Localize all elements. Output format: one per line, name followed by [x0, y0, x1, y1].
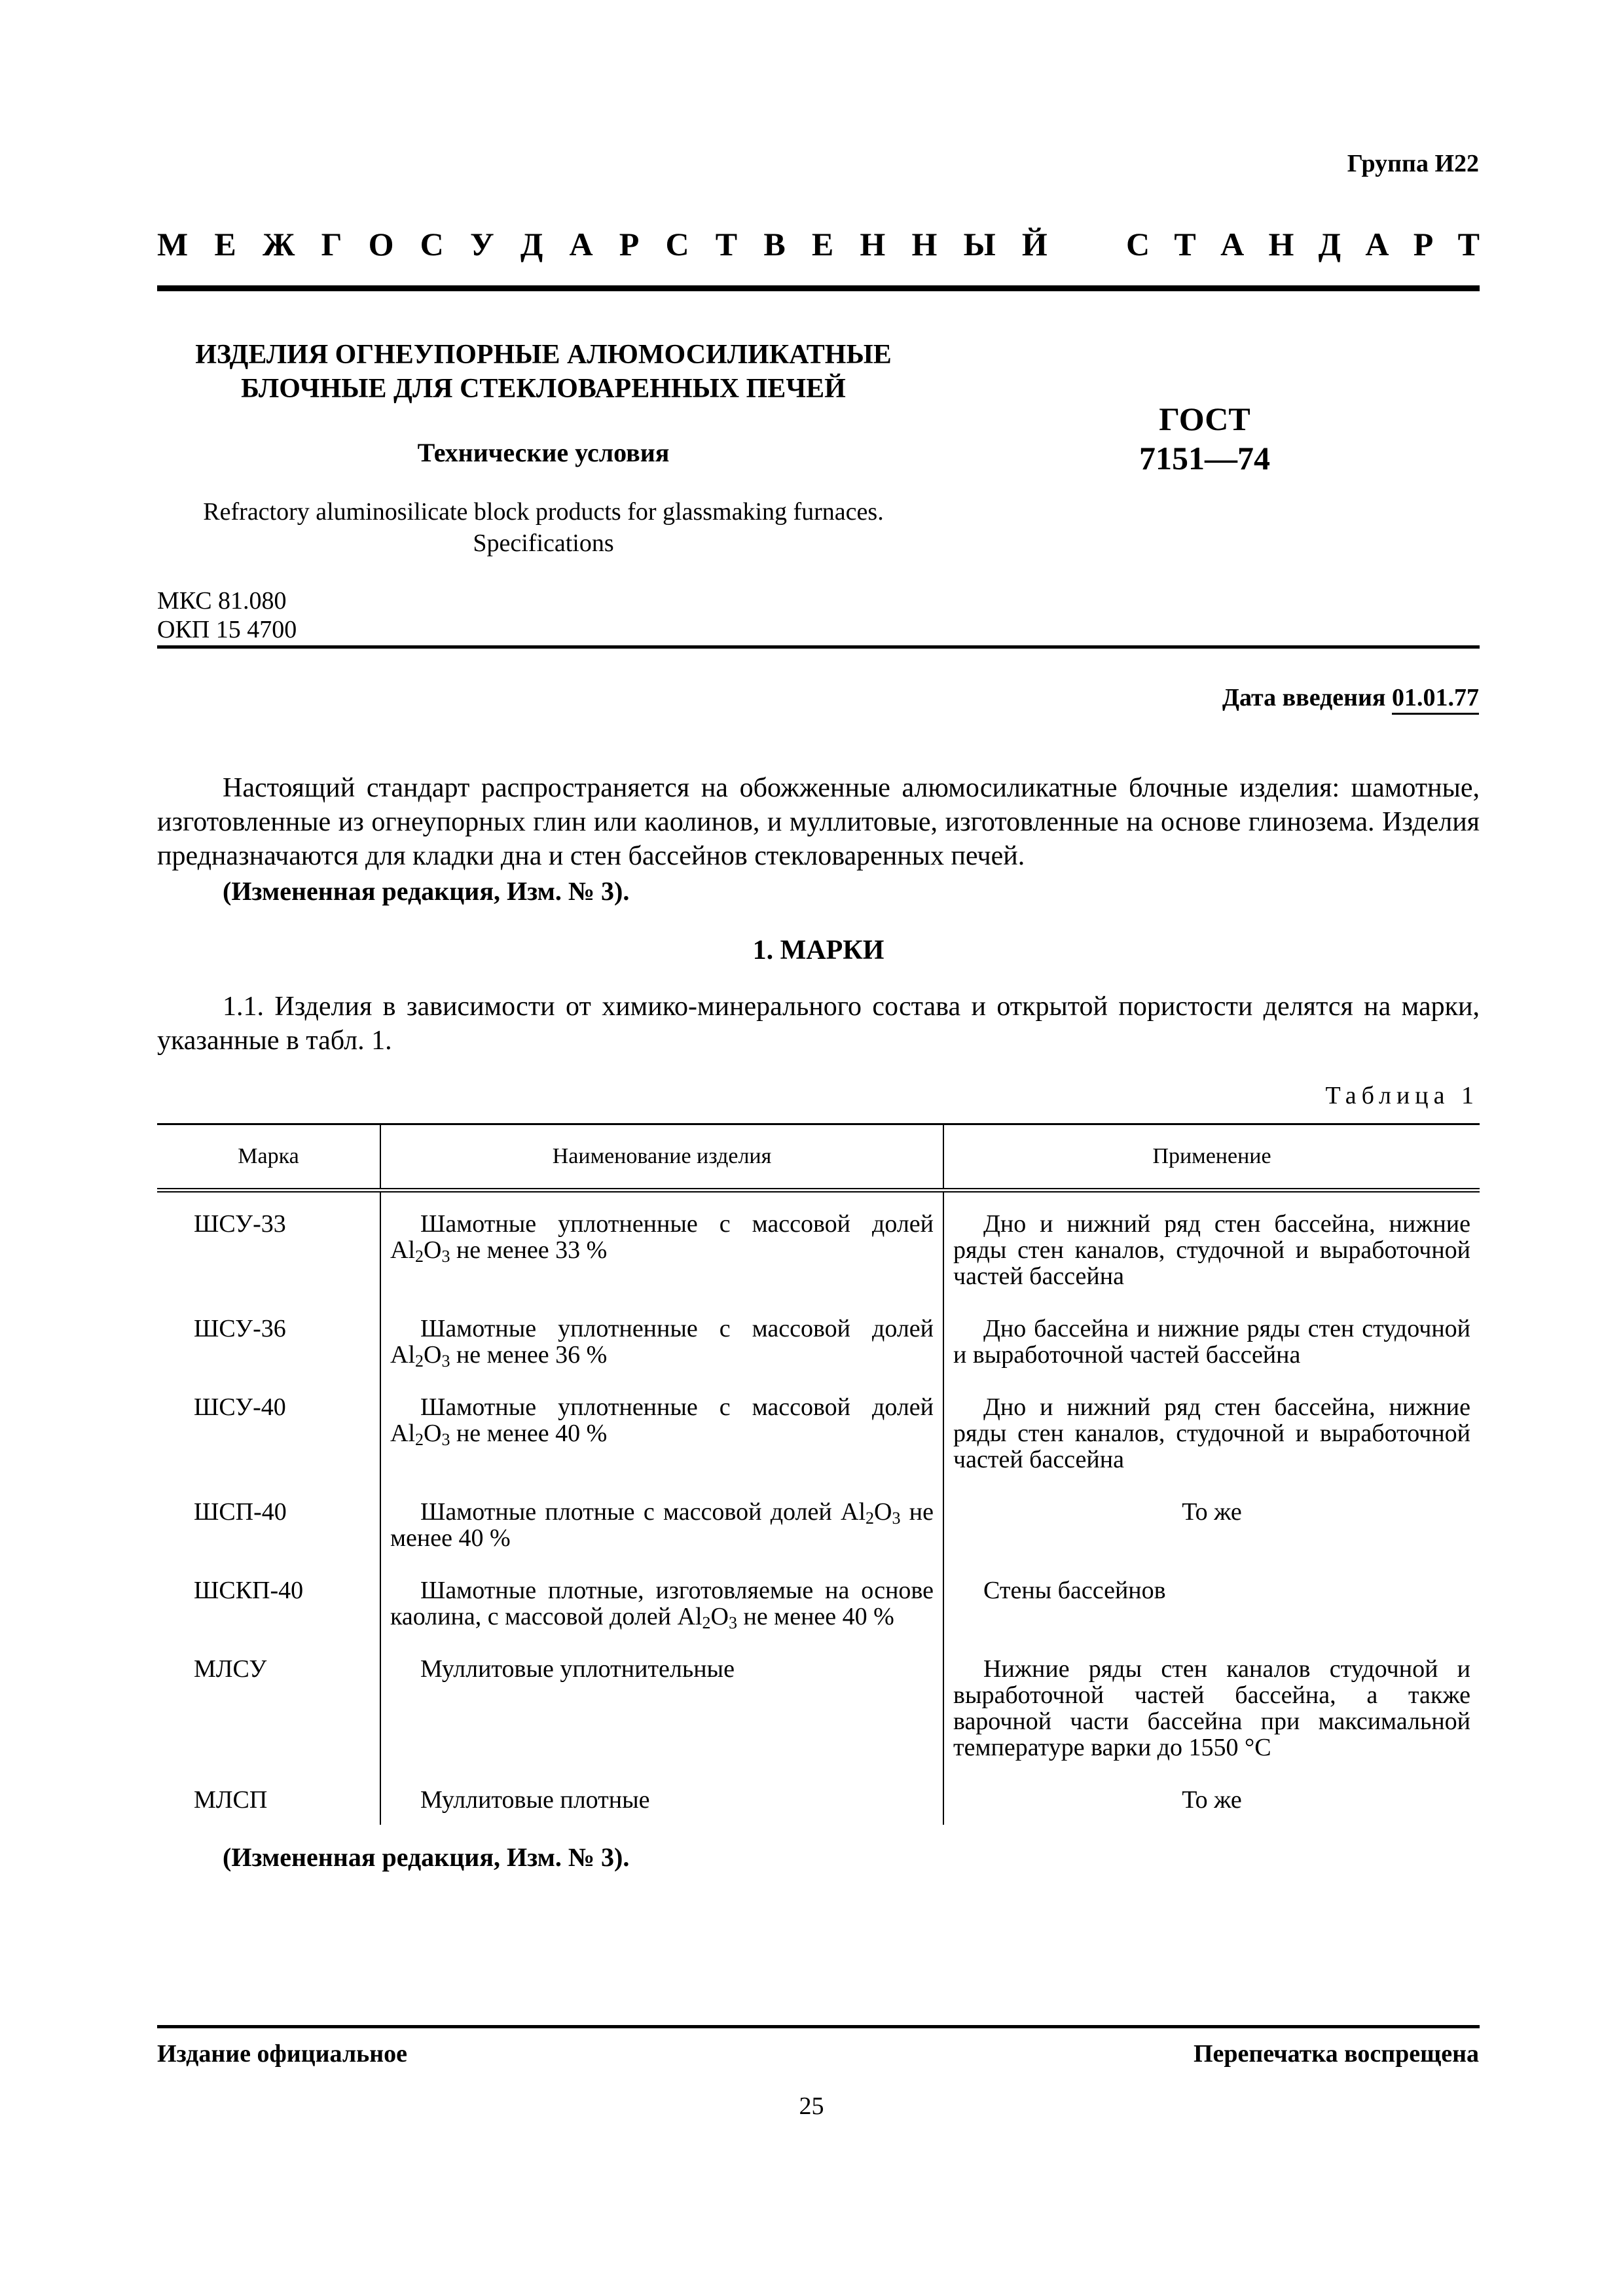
heading-letter: О	[368, 226, 394, 262]
cell-name: Шамотные уплотненные с массовой долей $Al_2O_3$ не менее 33 %	[380, 1191, 943, 1302]
classification-codes	[157, 586, 297, 644]
heading-letter: Р	[619, 226, 640, 262]
top-rule	[157, 285, 1480, 291]
bottom-rule	[157, 2025, 1480, 2028]
okp-code: ОКП 15 4700	[157, 616, 297, 643]
heading-letter: Т	[715, 226, 738, 262]
cell-use: Стены бассейнов	[983, 1577, 1166, 1604]
gost-label: ГОСТ	[1159, 401, 1250, 437]
cell-use: То же	[1182, 1498, 1242, 1526]
cell-mark: ШСУ-33	[157, 1191, 380, 1302]
cell-name: Шамотные плотные, изготовляемые на основе каолина, с массовой долей $Al_2O_3$ не менее 40 %	[380, 1563, 943, 1641]
english-title-line: Specifications	[473, 529, 614, 557]
middle-rule	[157, 645, 1480, 649]
heading-letter: Н	[860, 226, 886, 262]
mks-code: МКС 81.080	[157, 587, 287, 615]
cell-mark: ШСКП-40	[157, 1563, 380, 1641]
heading-letter: А	[1220, 226, 1245, 262]
cell-mark: МЛСП	[157, 1772, 380, 1825]
cell-use: Дно и нижний ряд стен бассейна, нижние ряды стен каналов, студочной и выработочной частей бассейна	[953, 1210, 1470, 1290]
group-label: Группа И22	[1347, 150, 1479, 177]
scope-paragraph: Настоящий стандарт распространяется на обожженные алюмосиликатные блочные изделия: шамотные, изготовленные из огнеупорных глин или каолинов, и муллитовые, изготовленные на основе глинозема. Изделия предназначаются для кладки дна и стен бассейнов стекловаренных печей.	[157, 773, 1480, 871]
heading-letter: Е	[811, 226, 834, 262]
footer-official-edition: Издание официальное	[157, 2040, 408, 2068]
table-row	[157, 1484, 1480, 1563]
title-line: БЛОЧНЫЕ ДЛЯ СТЕКЛОВАРЕННЫХ ПЕЧЕЙ	[241, 374, 846, 404]
english-title	[157, 496, 930, 559]
heading-letter: М	[157, 226, 189, 262]
intro-date-label: Дата введения	[1222, 684, 1386, 711]
table-row	[157, 1301, 1480, 1380]
table-caption: Таблица 1	[1325, 1082, 1479, 1109]
heading-letter: А	[1365, 226, 1389, 262]
heading-letter: Д	[1318, 226, 1341, 262]
heading-letter: Р	[1413, 226, 1434, 262]
cell-mark: ШСУ-36	[157, 1301, 380, 1380]
standard-type-heading	[157, 225, 1480, 263]
heading-word-interstate	[157, 225, 1048, 263]
heading-letter: Т	[1174, 226, 1196, 262]
heading-letter: Г	[321, 226, 342, 262]
heading-letter: У	[469, 226, 494, 262]
heading-letter: Й	[1021, 226, 1048, 262]
cell-name: Муллитовые уплотнительные	[380, 1641, 943, 1772]
cell-name: Шамотные уплотненные с массовой долей $Al_2O_3$ не менее 36 %	[380, 1301, 943, 1380]
gost-designation	[1126, 399, 1283, 478]
cell-mark: ШСУ-40	[157, 1380, 380, 1484]
document-title	[157, 338, 930, 406]
heading-letter: А	[569, 226, 593, 262]
cell-use: Дно и нижний ряд стен бассейна, нижние ряды стен каналов, студочной и выработочной частей бассейна	[953, 1393, 1470, 1473]
column-header-name: Наименование изделия	[380, 1124, 943, 1191]
cell-name: Шамотные уплотненные с массовой долей $Al_2O_3$ не менее 40 %	[380, 1380, 943, 1484]
heading-letter: Е	[214, 226, 236, 262]
english-title-line: Refractory aluminosilicate block products for glassmaking furnaces.	[203, 498, 884, 526]
cell-mark: ШСП-40	[157, 1484, 380, 1563]
document-subtitle: Технические условия	[417, 438, 670, 467]
column-header-mark: Марка	[157, 1124, 380, 1191]
heading-letter: С	[1126, 226, 1150, 262]
section-heading: 1. МАРКИ	[752, 935, 884, 965]
table-row	[157, 1772, 1480, 1825]
heading-letter: Н	[911, 226, 938, 262]
footer-reprint-notice: Перепечатка воспрещена	[1193, 2040, 1479, 2068]
cell-use: Нижние ряды стен каналов студочной и выработочной частей бассейна, а также варочной части бассейна при максимальной температуре варки до 1550 °С	[953, 1655, 1470, 1761]
cell-name: Шамотные плотные с массовой долей $Al_2O_3$ не менее 40 %	[380, 1484, 943, 1563]
heading-letter: Ж	[262, 226, 295, 262]
amendment-note: (Измененная редакция, Изм. № 3).	[223, 876, 630, 906]
cell-mark: МЛСУ	[157, 1641, 380, 1772]
marks-table	[157, 1123, 1480, 1825]
title-line: ИЗДЕЛИЯ ОГНЕУПОРНЫЕ АЛЮМОСИЛИКАТНЫЕ	[195, 340, 892, 370]
table-header-row	[157, 1124, 1480, 1191]
cell-use: Дно бассейна и нижние ряды стен студочной и выработочной частей бассейна	[953, 1315, 1470, 1369]
cell-use: То же	[1182, 1786, 1242, 1814]
column-header-use: Применение	[943, 1124, 1480, 1191]
intro-date-value: 01.01.77	[1392, 684, 1479, 715]
page-number: 25	[799, 2092, 824, 2120]
amendment-note: (Измененная редакция, Изм. № 3).	[223, 1842, 630, 1872]
table-row	[157, 1191, 1480, 1302]
introduction-date	[1222, 683, 1479, 712]
heading-letter: С	[420, 226, 444, 262]
heading-letter: В	[763, 226, 786, 262]
table-row	[157, 1641, 1480, 1772]
gost-number: 7151—74	[1139, 440, 1270, 476]
table-row	[157, 1563, 1480, 1641]
heading-letter: Д	[520, 226, 543, 262]
heading-word-standard	[1126, 225, 1480, 263]
heading-letter: Т	[1457, 226, 1480, 262]
heading-letter: Н	[1268, 226, 1294, 262]
heading-letter: Ы	[963, 226, 996, 262]
clause-paragraph: 1.1. Изделия в зависимости от химико-минерального состава и открытой пористости делятся на марки, указанные в табл. 1.	[157, 992, 1480, 1056]
cell-name: Муллитовые плотные	[380, 1772, 943, 1825]
table-row	[157, 1380, 1480, 1484]
heading-letter: С	[665, 226, 689, 262]
